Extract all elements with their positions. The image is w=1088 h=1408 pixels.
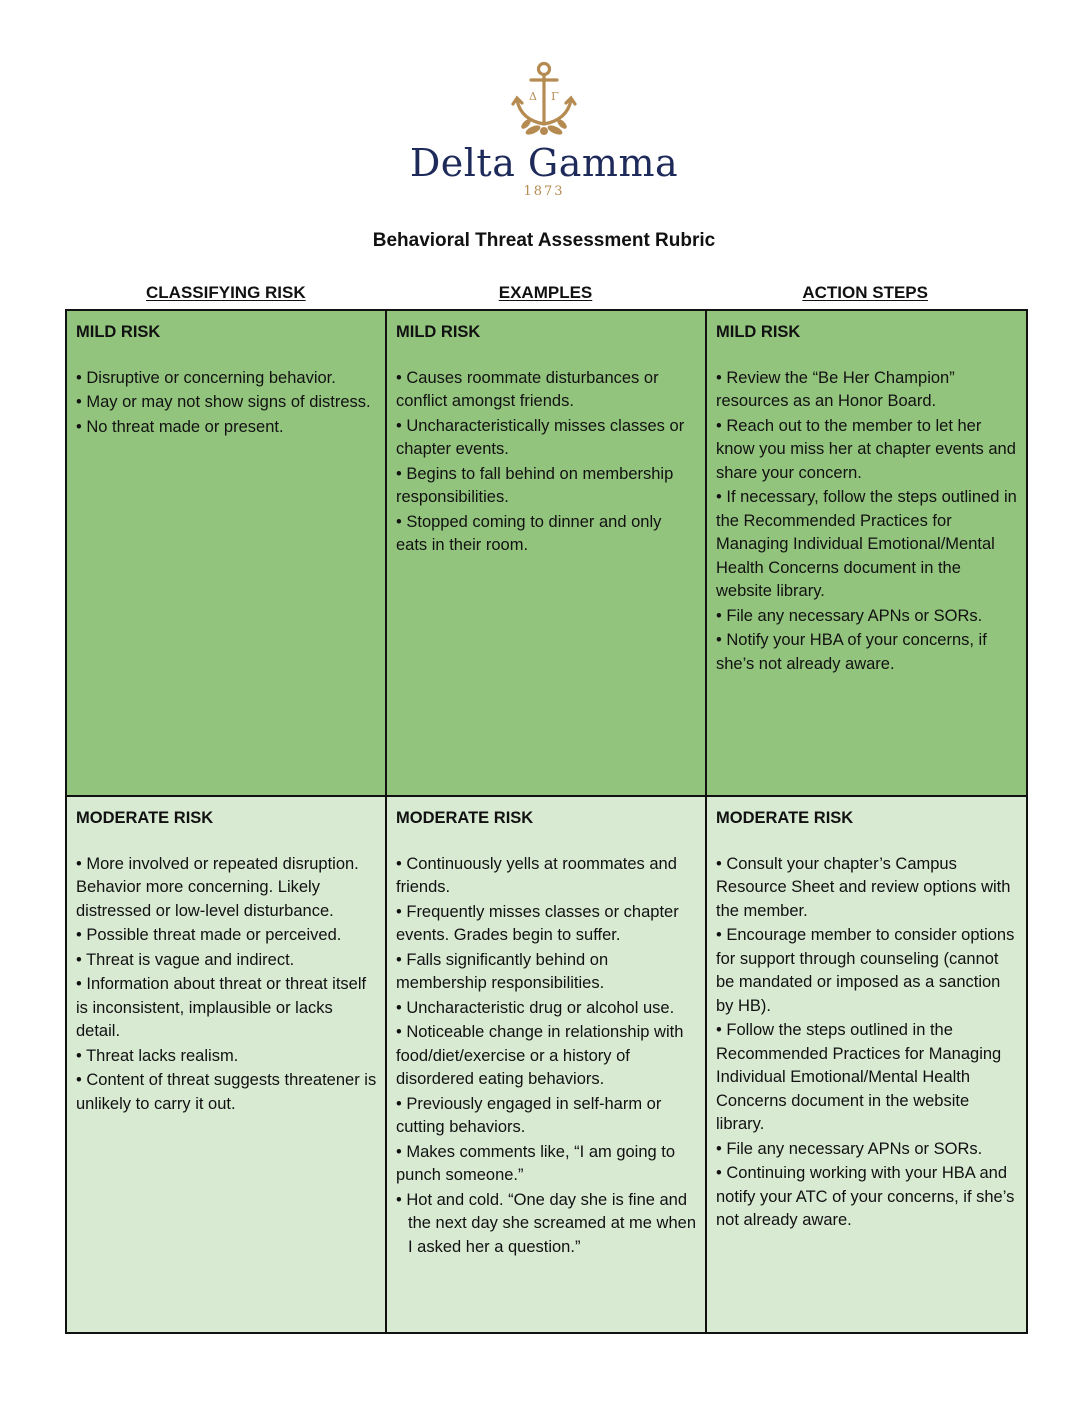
list-item: • More involved or repeated disruption. Behavior more concerning. Likely distressed or low-level disturbance. [76, 854, 359, 920]
list-item: • Follow the steps outlined in the Recommended Practices for Managing Individual Emotional/Mental Health Concerns document in the website library. [716, 1021, 1002, 1133]
cell-heading: MILD RISK [76, 323, 161, 341]
page-title: Behavioral Threat Assessment Rubric [372, 230, 716, 251]
rubric-table [65, 309, 1028, 1334]
list-item: • Threat lacks realism. [76, 1046, 239, 1065]
list-item: • Content of threat suggests threatener is unlikely to carry it out. [76, 1071, 377, 1113]
column-header-action-steps: ACTION STEPS [802, 283, 928, 302]
bullet-list [716, 853, 1018, 1233]
cell-mild-classifying-risk [66, 310, 386, 796]
list-item: • Encourage member to consider options for support through counseling (cannot be mandated or imposed as a sanction by HB). [716, 926, 1015, 1015]
list-item: • Uncharacteristically misses classes or chapter events. [396, 416, 685, 458]
cell-mild-action-steps [706, 310, 1027, 796]
bullet-list [716, 367, 1018, 677]
bullet-list [396, 367, 697, 558]
column-headers [66, 283, 1025, 307]
delta-gamma-logo [0, 60, 1088, 200]
anchor-icon [509, 60, 579, 140]
cell-heading: MILD RISK [396, 323, 481, 341]
cell-moderate-classifying-risk [66, 796, 386, 1333]
list-item: • Noticeable change in relationship with food/diet/exercise or a history of disordered eating behaviors. [396, 1023, 684, 1088]
founding-year: 1873 [523, 184, 565, 199]
cell-heading: MODERATE RISK [396, 809, 534, 827]
list-item: • No threat made or present. [76, 417, 284, 436]
column-header-examples: EXAMPLES [498, 283, 593, 302]
list-item: • Continuously yells at roommates and friends. [396, 854, 677, 896]
cell-heading: MODERATE RISK [76, 809, 214, 827]
cell-moderate-action-steps [706, 796, 1027, 1333]
list-item: • Continuing working with your HBA and notify your ATC of your concerns, if she’s not already aware. [716, 1164, 1015, 1229]
bullet-list [76, 853, 377, 1117]
list-item: • Frequently misses classes or chapter events. Grades begin to suffer. [396, 902, 679, 944]
bullet-list [76, 367, 377, 440]
list-item: • File any necessary APNs or SORs. [716, 606, 983, 625]
greek-letter-delta: Δ [529, 90, 537, 103]
list-item: • Consult your chapter’s Campus Resource Sheet and review options with the member. [716, 854, 1011, 920]
list-item: • Reach out to the member to let her know you miss her at chapter events and share your concern. [716, 416, 1016, 482]
list-item: • File any necessary APNs or SORs. [716, 1139, 983, 1158]
column-header-classifying-risk: CLASSIFYING RISK [146, 283, 306, 302]
cell-moderate-examples [386, 796, 706, 1333]
list-item: • Disruptive or concerning behavior. [76, 368, 336, 387]
list-item: • Uncharacteristic drug or alcohol use. [396, 998, 675, 1017]
list-item: • May or may not show signs of distress. [76, 393, 371, 411]
list-item: • Review the “Be Her Champion” resources as an Honor Board. [716, 368, 955, 410]
list-item: • Threat is vague and indirect. [76, 950, 295, 969]
list-item: • Information about threat or threat itself is inconsistent, implausible or lacks detail. [76, 975, 367, 1040]
brand-name: Delta Gamma [409, 141, 679, 185]
list-item: • Previously engaged in self-harm or cutting behaviors. [396, 1094, 662, 1136]
cell-mild-examples [386, 310, 706, 796]
list-item: • Causes roommate disturbances or conflict amongst friends. [396, 368, 659, 410]
list-item: • Begins to fall behind on membership responsibilities. [396, 464, 674, 506]
list-item: • Possible threat made or perceived. [76, 926, 342, 944]
list-item: • Hot and cold. “One day she is fine and the next day she screamed at me when I asked her a question.” [396, 1190, 696, 1256]
list-item: • Makes comments like, “I am going to punch someone.” [396, 1142, 676, 1184]
list-item: • Falls significantly behind on membership responsibilities. [396, 950, 609, 992]
rubric-row-mild [66, 310, 1027, 796]
list-item: • Stopped coming to dinner and only eats in their room. [396, 512, 662, 554]
rubric-row-moderate [66, 796, 1027, 1333]
greek-letter-gamma: Γ [551, 90, 559, 103]
list-item: • If necessary, follow the steps outlined in the Recommended Practices for Managing Individual Emotional/Mental Health Concerns document in the website library. [716, 488, 1017, 600]
cell-heading: MODERATE RISK [716, 809, 854, 827]
cell-heading: MILD RISK [716, 323, 801, 341]
bullet-list [396, 853, 697, 1260]
list-item: • Notify your HBA of your concerns, if she’s not already aware. [716, 631, 987, 673]
